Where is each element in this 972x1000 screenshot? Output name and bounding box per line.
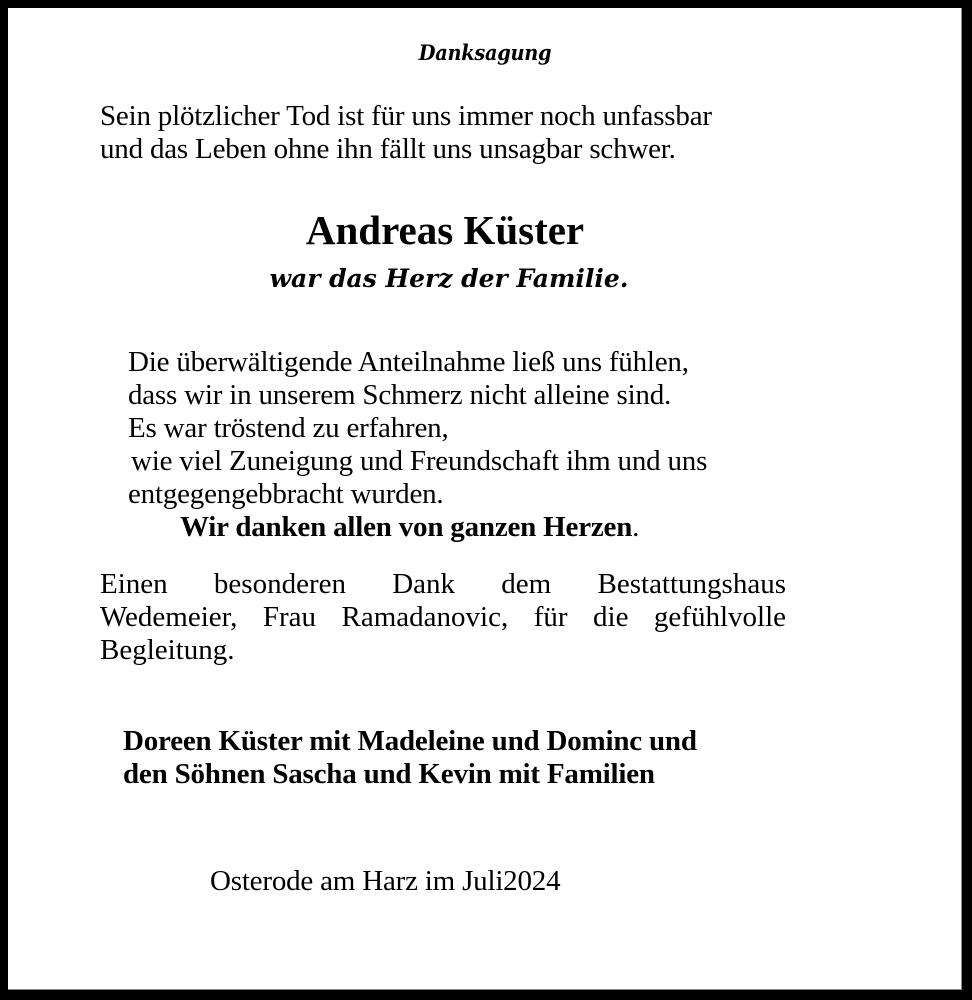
intro-line: und das Leben ohne ihn fällt uns unsagbar schwer. [100,133,676,165]
thanks-closing-punct: . [632,511,640,543]
signers-line: Doreen Küster mit Madeleine und Dominc und [123,725,697,757]
intro-paragraph [100,100,712,166]
thanks-line: Es war tröstend zu erfahren, [128,412,449,444]
signers-line: den Söhnen Sascha und Kevin mit Familien [123,758,655,790]
thanks-paragraph [128,346,707,544]
special-thanks-line: Begleitung. [100,634,235,666]
thanks-line: dass wir in unserem Schmerz nicht alleine sind. [128,379,672,411]
special-thanks-paragraph [100,568,786,667]
deceased-name: Andreas Küster [305,207,585,253]
special-thanks-line: Wedemeier, Frau Ramadanovic, für die gefühlvolle [100,601,786,633]
notice-card [8,8,962,990]
signers [123,725,697,791]
thanks-line: entgegengebbracht wurden. [128,478,444,510]
thanks-line: wie viel Zuneigung und Freundschaft ihm und uns [131,445,708,477]
subtitle: war das Herz der Familie. [269,264,629,293]
thanks-closing [128,511,707,544]
intro-line: Sein plötzlicher Tod ist für uns immer noch unfassbar [100,100,712,132]
special-thanks-line: Einen besonderen Dank dem Bestattungshaus [100,568,786,600]
thanks-closing-text: Wir danken allen von ganzen Herzen [180,511,633,543]
place-date: Osterode am Harz im Juli2024 [210,865,561,897]
thanks-line: Die überwältigende Anteilnahme ließ uns fühlen, [128,346,689,378]
notice-title: Danksagung [418,40,552,65]
